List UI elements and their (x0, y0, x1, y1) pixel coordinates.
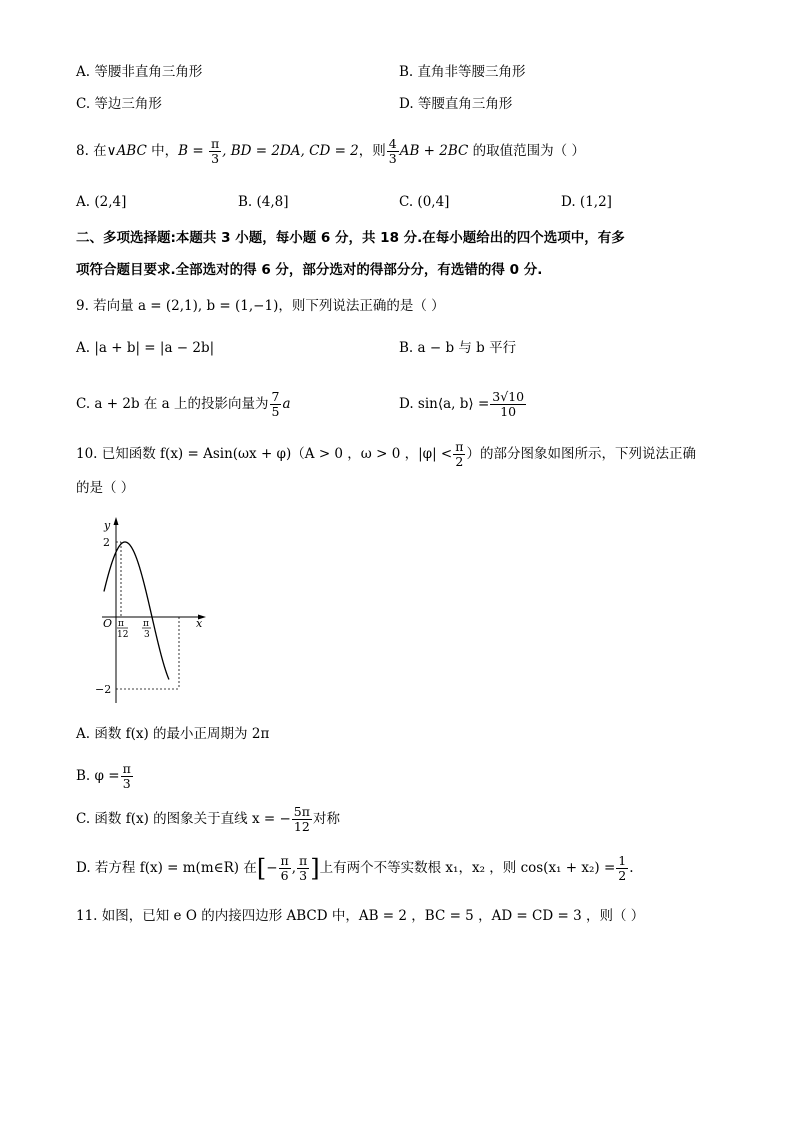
q8-option-a: A. (2,4] (76, 194, 127, 210)
x-axis-label: x (196, 617, 203, 630)
q10-stem-line1: 10. 已知函数 f(x) = Asin(ωx + φ)（A > 0 ，ω > 0 ，|φ| < $\frac{\pi}{2}$ ）的部分图象如图所示，下列说法正确 (76, 439, 696, 469)
q10-d-result-fraction: $\frac{1}{2}$ (618, 853, 627, 883)
q10-c-fraction: $\frac{5\pi}{12}$ (293, 804, 310, 834)
q8-coef-fraction: $\frac{4}{3}$ (388, 136, 397, 166)
section2-heading-line2: 项符合题目要求.全部选对的得 6 分，部分选对的得部分分，有选错的得 0 分. (76, 262, 543, 278)
tick2-den: 3 (144, 630, 150, 640)
q10-option-a: A. 函数 f(x) 的最小正周期为 2π (76, 726, 270, 742)
q8-option-d: D. (1,2] (561, 194, 612, 210)
q10-d-left-fraction: $\frac{\pi}{6}$ (280, 853, 289, 883)
q9-option-b: B. a − b 与 b 平行 (399, 340, 517, 356)
y-axis-arrow-icon (114, 517, 119, 525)
q9-stem: 9. 若向量 a = (2,1), b = (1,−1)，则下列说法正确的是（ ） (76, 298, 445, 314)
section2-heading-line1: 二、多项选择题:本题共 3 小题，每小题 6 分，共 18 分.在每小题给出的四个选项中，有多 (76, 230, 625, 246)
q8-stem: 8. 在∨ABC 中，B = $\frac{\pi}{3}$ , BD = 2DA, CD = 2，则 $\frac{4}{3}$ AB + 2BC 的取值范围为（ ） (76, 136, 585, 166)
q10-stem-line2: 的是（ ） (76, 480, 135, 496)
q10-option-c: C. 函数 f(x) 的图象关于直线 x = − $\frac{5\pi}{12}$ 对称 (76, 804, 340, 834)
q10-b-fraction: $\frac{\pi}{3}$ (122, 761, 131, 791)
q9-d-fraction: $\frac{3√10}{10}$ (492, 389, 525, 419)
q10-option-d: D. 若方程 f(x) = m(m∈R) 在[− $\frac{\pi}{6}$ , $\frac{\pi}{3}$ ]上有两个不等实数根 x₁，x₂ ，则 cos(x₁ + x₂) = $\frac{1}{2}$ . (76, 853, 634, 883)
q9-option-d: D. sin⟨a, b⟩ = $\frac{3√10}{10}$ (399, 389, 525, 419)
q10-function-graph (90, 515, 220, 705)
q7-option-a: A. 等腰非直角三角形 (76, 64, 203, 80)
q8-b-fraction: $\frac{\pi}{3}$ (210, 136, 220, 166)
y-max-label: 2 (103, 536, 110, 549)
q7-option-c: C. 等边三角形 (76, 96, 162, 112)
tick1-num: π (118, 619, 124, 629)
q9-option-a: A. |a + b| = |a − 2b| (76, 340, 215, 356)
tick2-num: π (143, 619, 149, 629)
q10-phi-bound-fraction: $\frac{\pi}{2}$ (455, 439, 464, 469)
y-min-label: −2 (95, 683, 112, 696)
q10-d-right-fraction: $\frac{\pi}{3}$ (299, 853, 308, 883)
y-axis-label: y (104, 519, 111, 532)
origin-label: O (103, 617, 113, 630)
q7-option-b: B. 直角非等腰三角形 (399, 64, 526, 80)
q8-option-c: C. (0,4] (399, 194, 450, 210)
q9-option-c: C. a + 2b 在 a 上的投影向量为 $\frac{7}{5}$ a (76, 389, 291, 419)
sine-curve (104, 542, 169, 680)
q10-option-b: B. φ = $\frac{\pi}{3}$ (76, 761, 131, 791)
q11-stem: 11. 如图，已知 e O 的内接四边形 ABCD 中，AB = 2 ，BC = 5 ，AD = CD = 3 ，则（ ） (76, 908, 645, 924)
q7-option-d: D. 等腰直角三角形 (399, 96, 513, 112)
q9-c-fraction: $\frac{7}{5}$ (271, 389, 280, 419)
tick1-den: 12 (117, 630, 129, 640)
q8-option-b: B. (4,8] (238, 194, 289, 210)
